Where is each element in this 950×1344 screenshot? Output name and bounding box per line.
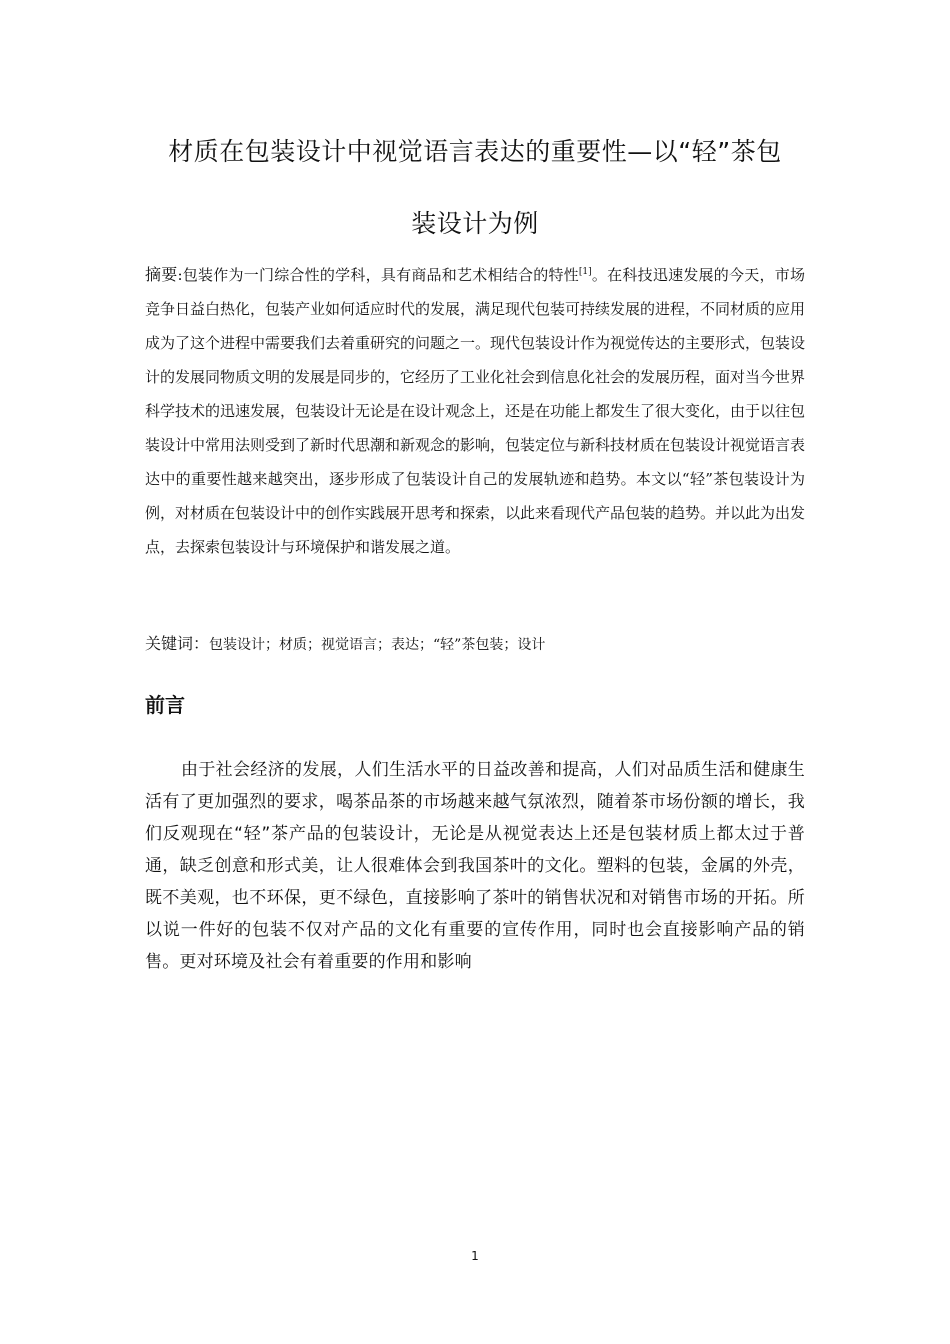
section-heading-preface: 前言: [145, 693, 185, 717]
keywords-text: 包装设计；材质；视觉语言；表达；“轻”茶包装；设计: [209, 637, 546, 653]
abstract-text-part-2: 。在科技迅速发展的今天，市场竞争日益白热化，包装产业如何适应时代的发展，满足现代包装可持续发展的进程，不同材质的应用成为了这个进程中需要我们去着重研究的问题之一。现代包装设计作为视觉传达的主要形式，包装设计的发展同物质文明的发展是同步的，它经历了工业化社会到信息化社会的发展历程，面对当今世界科学技术的迅速发展，包装设计无论是在设计观念上，还是在功能上都发生了很大变化，由于以往包装设计中常用法则受到了新时代思潮和新观念的影响，包装定位与新科技材质在包装设计视觉语言表达中的重要性越来越突出，逐步形成了包装设计自己的发展轨迹和趋势。本文以“轻”茶包装设计为例，对材质在包装设计中的创作实践展开思考和探索，以此来看现代产品包装的趋势。并以此为出发点，去探索包装设计与环境保护和谐发展之道。: [145, 266, 806, 556]
page-number: 1: [471, 1249, 479, 1263]
body-paragraph: 由于社会经济的发展，人们生活水平的日益改善和提高，人们对品质生活和健康生活有了更加强烈的要求，喝茶品茶的市场越来越气氛浓烈，随着茶市场份额的增长，我们反观现在“轻”茶产品的包装设计，无论是从视觉表达上还是包装材质上都太过于普通，缺乏创意和形式美，让人很难体会到我国茶叶的文化。塑料的包装，金属的外壳，既不美观，也不环保，更不绿色，直接影响了茶叶的销售状况和对销售市场的开拓。所以说一件好的包装不仅对产品的文化有重要的宣传作用，同时也会直接影响产品的销售。更对环境及社会有着重要的作用和影响: [145, 760, 805, 972]
abstract-citation: [1]: [578, 267, 592, 277]
abstract-separator: :: [177, 266, 183, 284]
abstract-label: 摘要: [145, 265, 178, 284]
paper-title-line-2: 装设计为例: [411, 209, 539, 238]
keywords-label: 关键词：: [145, 634, 210, 653]
paper-title-line-1: 材质在包装设计中视觉语言表达的重要性—以“轻”茶包: [168, 137, 782, 166]
keywords-line: [145, 630, 805, 659]
abstract-text-part-1: 包装作为一门综合性的学科，具有商品和艺术相结合的特性: [182, 266, 579, 284]
abstract-paragraph: [145, 258, 805, 564]
